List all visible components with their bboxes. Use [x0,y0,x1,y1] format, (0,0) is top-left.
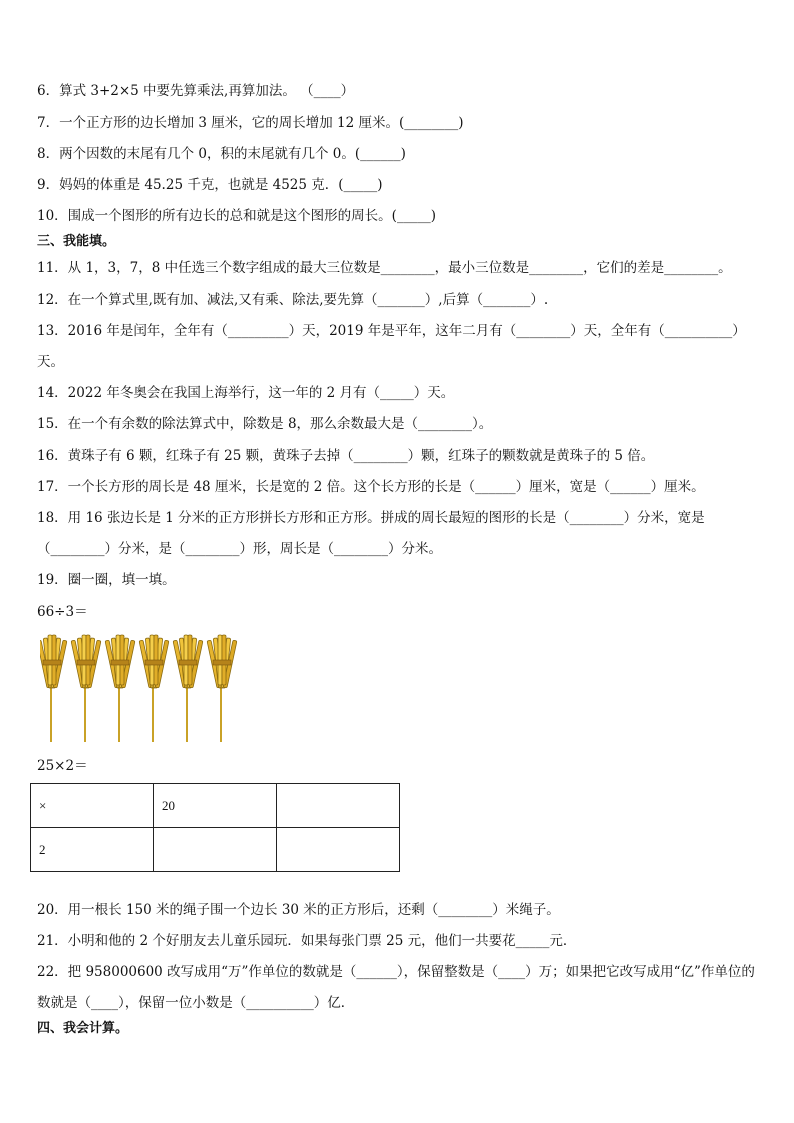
straw-bundle [173,635,203,742]
q22-line1: 22．把 958000600 改写成用“万”作单位的数就是（______），保留整数是（____）万；如果把它改写成用“亿”作单位的 [37,964,755,980]
q19-expression-divide: 66÷3＝ [37,604,88,620]
table-row [31,784,400,828]
straw-bundle [207,635,237,742]
q6: 6．算式 3+2×5 中要先算乘法,再算加法。 （____） [37,83,355,99]
q20: 20．用一根长 150 米的绳子围一个边长 30 米的正方形后，还剩（________）米绳子。 [37,902,560,918]
q16: 16．黄珠子有 6 颗，红珠子有 25 颗，黄珠子去掉（________）颗，红珠子的颗数就是黄珠子的 5 倍。 [37,448,655,464]
straw-bundle [105,635,135,742]
table-cell [277,828,400,872]
q15: 15．在一个有余数的除法算式中，除数是 8，那么余数最大是（________）。 [37,416,493,432]
straw-bundle [71,635,101,742]
table-cell: × [31,784,154,828]
q13-line1: 13．2016 年是闰年，全年有（_________）天，2019 年是平年，这年二月有（________）天，全年有（__________） [37,323,746,339]
q17: 17．一个长方形的周长是 48 厘米，长是宽的 2 倍。这个长方形的长是（______）厘米，宽是（______）厘米。 [37,479,705,495]
table-row [31,828,400,872]
q12: 12．在一个算式里,既有加、减法,又有乘、除法,要先算（_______）,后算（_______）. [37,292,549,308]
multiplication-table [30,783,400,872]
section-3-heading: 三、我能填。 [37,234,116,249]
table-cell [154,828,277,872]
q14: 14．2022 年冬奥会在我国上海举行，这一年的 2 月有（_____）天。 [37,385,455,401]
table-cell: 20 [154,784,277,828]
q10: 10．围成一个图形的所有边长的总和就是这个图形的周长。(_____) [37,208,436,224]
straw-bundle [40,635,67,742]
straw-bundle [139,635,169,742]
q13-line2: 天。 [37,354,64,370]
q9: 9．妈妈的体重是 45.25 千克，也就是 4525 克．(_____) [37,177,383,193]
q18-line2: （________）分米，是（________）形，周长是（________）分米。 [37,541,442,557]
q22-line2: 数就是（____），保留一位小数是（__________）亿． [37,995,355,1011]
q21: 21．小明和他的 2 个好朋友去儿童乐园玩．如果每张门票 25 元，他们一共要花_____元． [37,933,577,949]
q18-line1: 18．用 16 张边长是 1 分米的正方形拼长方形和正方形。拼成的周长最短的图形的长是（________）分米，宽是 [37,510,705,526]
q11: 11．从 1，3，7，8 中任选三个数字组成的最大三位数是________，最小三位数是________，它们的差是________。 [37,260,732,276]
table-cell [277,784,400,828]
q8: 8．两个因数的末尾有几个 0，积的末尾就有几个 0。(______) [37,146,406,162]
straw-bundles-image [40,634,250,746]
table-cell: 2 [31,828,154,872]
q19: 19．圈一圈，填一填。 [37,572,176,588]
section-4-heading: 四、我会计算。 [37,1021,129,1036]
q7: 7．一个正方形的边长增加 3 厘米，它的周长增加 12 厘米。(________) [37,115,464,131]
q19-expression-multiply: 25×2＝ [37,758,88,774]
